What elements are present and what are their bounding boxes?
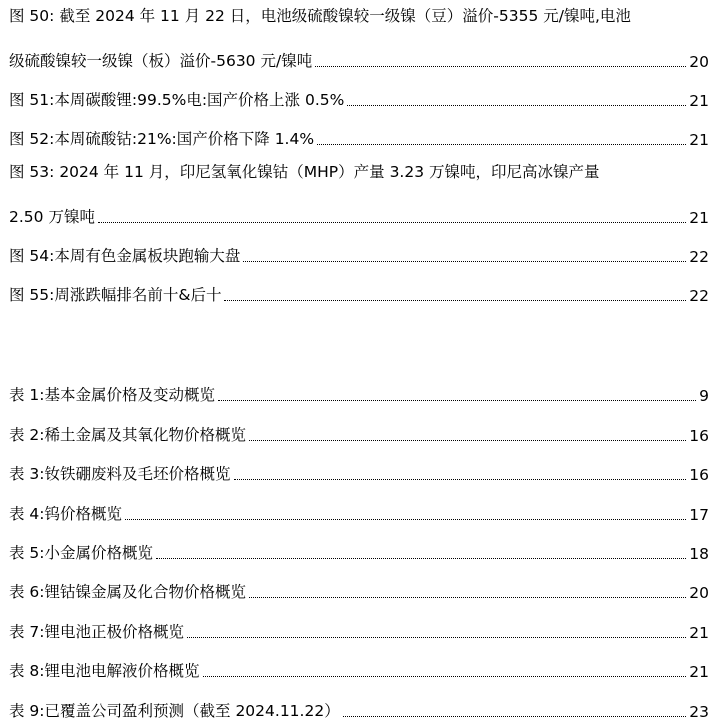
dot-leader — [187, 637, 686, 638]
toc-text: 锂电池电解液价格概览 — [44, 662, 200, 681]
toc-entry-line — [9, 570, 709, 609]
toc-entry-figure-51[interactable] — [9, 78, 709, 117]
toc-entry-line — [9, 452, 709, 491]
toc-page-number: 16 — [689, 426, 709, 445]
toc-entry-figure-50[interactable] — [9, 0, 709, 78]
toc-entry-figure-52[interactable] — [9, 117, 709, 156]
toc-page-number: 20 — [689, 584, 709, 603]
toc-entry-table-6[interactable] — [9, 570, 709, 609]
toc-entry-table-3[interactable] — [9, 452, 709, 491]
toc-text: 截至 2024 年 11 月 22 日，电池级硫酸镍较一级镍（豆）溢价-5355 元/镍吨,电池 — [59, 7, 631, 25]
toc-page-number: 22 — [689, 248, 709, 266]
toc-page-number: 22 — [689, 287, 709, 305]
dot-leader — [315, 66, 686, 67]
toc-page-number: 23 — [689, 702, 709, 721]
dot-leader — [343, 716, 687, 717]
toc-page-number: 17 — [689, 505, 709, 524]
toc-label: 表 9: — [9, 701, 45, 720]
toc-text: 级硫酸镍较一级镍（板）溢价-5630 元/镍吨 — [9, 52, 313, 70]
toc-page-number: 9 — [699, 387, 709, 406]
dot-leader — [249, 440, 686, 441]
toc-label: 图 53: — [9, 163, 55, 181]
toc-entry-table-7[interactable] — [9, 609, 709, 648]
toc-page-number: 21 — [689, 663, 709, 682]
toc-entry-table-9[interactable] — [9, 688, 709, 723]
dot-leader — [243, 261, 686, 262]
toc-entry-line — [9, 39, 709, 78]
toc-page-number: 18 — [689, 544, 709, 563]
toc-entry-table-1[interactable] — [9, 373, 709, 412]
dot-leader — [218, 400, 696, 401]
toc-text: 基本金属价格及变动概览 — [44, 386, 216, 405]
toc-label: 表 2: — [9, 425, 45, 444]
toc-entry-line — [9, 373, 709, 412]
toc-entry-table-4[interactable] — [9, 491, 709, 530]
toc-label: 表 5: — [9, 543, 45, 562]
toc-entry-line — [9, 491, 709, 530]
dot-leader — [203, 676, 687, 677]
toc-text: 钨价格概览 — [44, 504, 123, 523]
dot-leader — [98, 222, 686, 223]
toc-entry-line — [9, 0, 709, 39]
toc-entry-figure-55[interactable] — [9, 273, 709, 312]
toc-page-number: 21 — [689, 92, 709, 110]
toc-text: 稀土金属及其氧化物价格概览 — [44, 425, 247, 444]
dot-leader — [249, 597, 686, 598]
dot-leader — [156, 558, 686, 559]
toc-entry-line — [9, 649, 709, 688]
toc-page-number: 21 — [689, 131, 709, 149]
toc-label: 表 7: — [9, 622, 45, 641]
toc-text: 本周碳酸锂:99.5%电:国产价格上涨 0.5% — [54, 91, 345, 109]
toc-entry-table-2[interactable] — [9, 412, 709, 451]
toc-label: 表 8: — [9, 662, 45, 681]
toc-label: 表 3: — [9, 465, 45, 484]
dot-leader — [224, 300, 686, 301]
toc-entry-table-8[interactable] — [9, 649, 709, 688]
toc-text: 小金属价格概览 — [44, 543, 154, 562]
toc-entry-line — [9, 531, 709, 570]
toc-entry-figure-53[interactable] — [9, 156, 709, 234]
toc-page-number: 16 — [689, 466, 709, 485]
toc-entry-line — [9, 117, 709, 156]
toc-entry-line — [9, 273, 709, 312]
toc-page-number: 21 — [689, 623, 709, 642]
toc-label: 表 4: — [9, 504, 45, 523]
toc-text: 2.50 万镍吨 — [9, 208, 95, 226]
toc-text: 钕铁硼废料及毛坯价格概览 — [44, 465, 231, 484]
toc-entry-line — [9, 412, 709, 451]
toc-label: 图 55: — [9, 286, 55, 304]
toc-page-number: 20 — [689, 53, 709, 71]
toc-label: 图 52: — [9, 130, 55, 148]
toc-page-number: 21 — [689, 209, 709, 227]
toc-label: 表 6: — [9, 583, 45, 602]
table-list — [9, 373, 709, 723]
figure-list — [9, 0, 709, 312]
toc-text: 2024 年 11 月，印尼氢氧化镍钴（MHP）产量 3.23 万镍吨，印尼高冰镍产量 — [59, 163, 600, 181]
toc-entry-figure-54[interactable] — [9, 234, 709, 273]
toc-entry-line — [9, 234, 709, 273]
toc-label: 表 1: — [9, 386, 45, 405]
toc-text: 锂钴镍金属及化合物价格概览 — [44, 583, 247, 602]
toc-entry-line — [9, 609, 709, 648]
dot-leader — [347, 105, 686, 106]
dot-leader — [234, 479, 687, 480]
dot-leader — [317, 144, 686, 145]
toc-entry-table-5[interactable] — [9, 531, 709, 570]
toc-text: 已覆盖公司盈利预测（截至 2024.11.22） — [44, 701, 340, 720]
toc-label: 图 54: — [9, 247, 55, 265]
toc-entry-line — [9, 195, 709, 234]
toc-label: 图 50: — [9, 7, 55, 25]
toc-text: 本周有色金属板块跑输大盘 — [54, 247, 241, 265]
toc-text: 本周硫酸钴:21%:国产价格下降 1.4% — [54, 130, 315, 148]
toc-text: 锂电池正极价格概览 — [44, 622, 185, 641]
toc-label: 图 51: — [9, 91, 55, 109]
toc-entry-line — [9, 78, 709, 117]
toc-entry-line — [9, 156, 709, 195]
dot-leader — [125, 519, 686, 520]
toc-entry-line — [9, 688, 709, 723]
toc-text: 周涨跌幅排名前十&后十 — [54, 286, 222, 304]
